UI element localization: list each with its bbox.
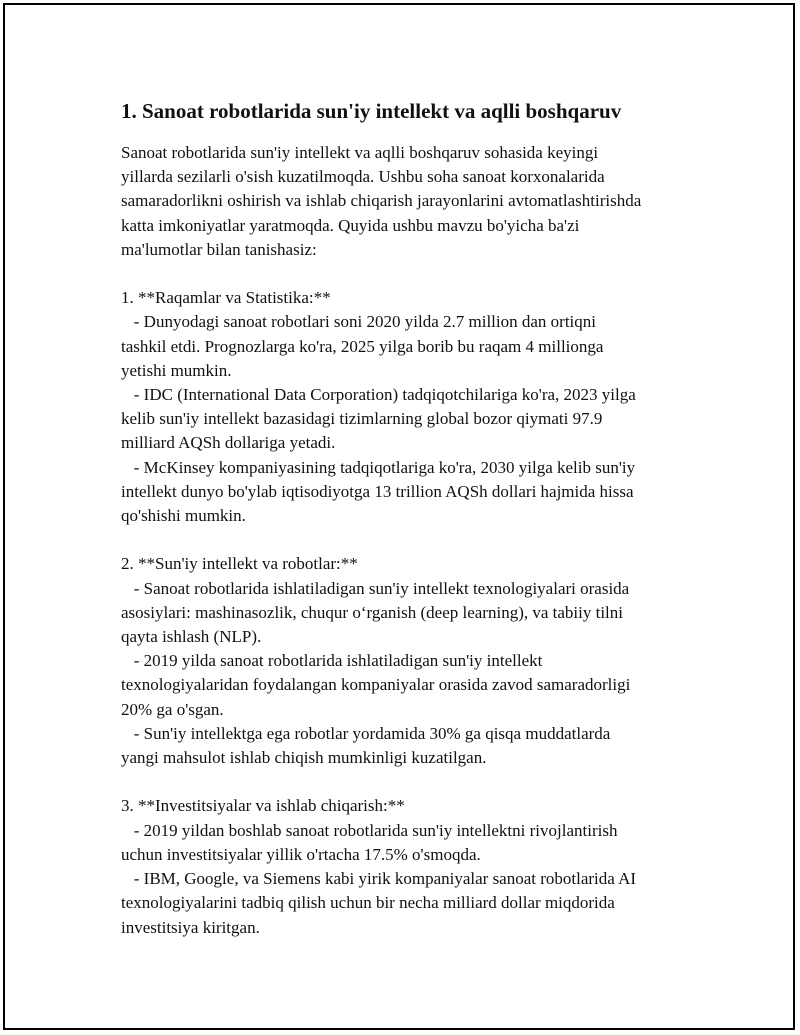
section-investments: 3. **Investitsiyalar va ishlab chiqarish:** - 2019 yildan boshlab sanoat robotlarida sun'iy intellektni rivojlantirish uchun investitsiyalar yillik o'rtacha 17.5% o'smoqda. - IBM, Google, va Siemens kabi yirik kompaniyalar sanoat robotlarida AI texnologiyalarini tadbiq qilish uchun bir necha milliard dollar miqdorida investitsiya kiritgan. [121,796,637,937]
intro-paragraph: Sanoat robotlarida sun'iy intellekt va aqlli boshqaruv sohasida keyingi yillarda sezilarli o'sish kuzatilmoqda. Ushbu soha sanoat korxonalarida samaradorlikni oshirish va ishlab chiqarish jarayonlarini avtomatlashtirishda katta imkoniyatlar yaratmoqda. Quyida ushbu mavzu bo'yicha ba'zi ma'lumotlar bilan tanishasiz: [121,143,642,259]
blank-line [121,262,701,286]
document-page [3,3,795,1030]
section-ai-robots: 2. **Sun'iy intellekt va robotlar:** - Sanoat robotlarida ishlatiladigan sun'iy intellekt texnologiyalari orasida asosiylari: mashinasozlik, chuqur o‘rganish (deep learning), va tabiiy tilni qayta ishlash (NLP). - 2019 yilda sanoat robotlarida ishlatiladigan sun'iy intellekt texnologiyalaridan foydalangan kompaniyalar orasida zavod samaradorligi 20% ga o'sgan. - Sun'iy intellektga ega robotlar yordamida 30% ga qisqa muddatlarda yangi mahsulot ishlab chiqish mumkinligi kuzatilgan. [121,554,631,768]
blank-line [121,528,701,552]
section-statistics: 1. **Raqamlar va Statistika:** - Dunyodagi sanoat robotlari soni 2020 yilda 2.7 million dan ortiqni tashkil etdi. Prognozlarga ko'ra, 2025 yilga borib bu raqam 4 millionga yetishi mumkin. - IDC (International Data Corporation) tadqiqotchilariga ko'ra, 2023 yilga kelib sun'iy intellekt bazasidagi tizimlarning global bozor qiymati 97.9 milliard AQSh dollariga yetadi. - McKinsey kompaniyasining tadqiqotlariga ko'ra, 2030 yilga kelib sun'iy intellekt dunyo bo'ylab iqtisodiyotga 13 trillion AQSh dollari hajmida hissa qo'shishi mumkin. [121,288,636,526]
document-title: 1. Sanoat robotlarida sun'iy intellekt va aqlli boshqaruv [121,99,622,123]
blank-line [121,770,701,794]
document-body [121,97,701,940]
